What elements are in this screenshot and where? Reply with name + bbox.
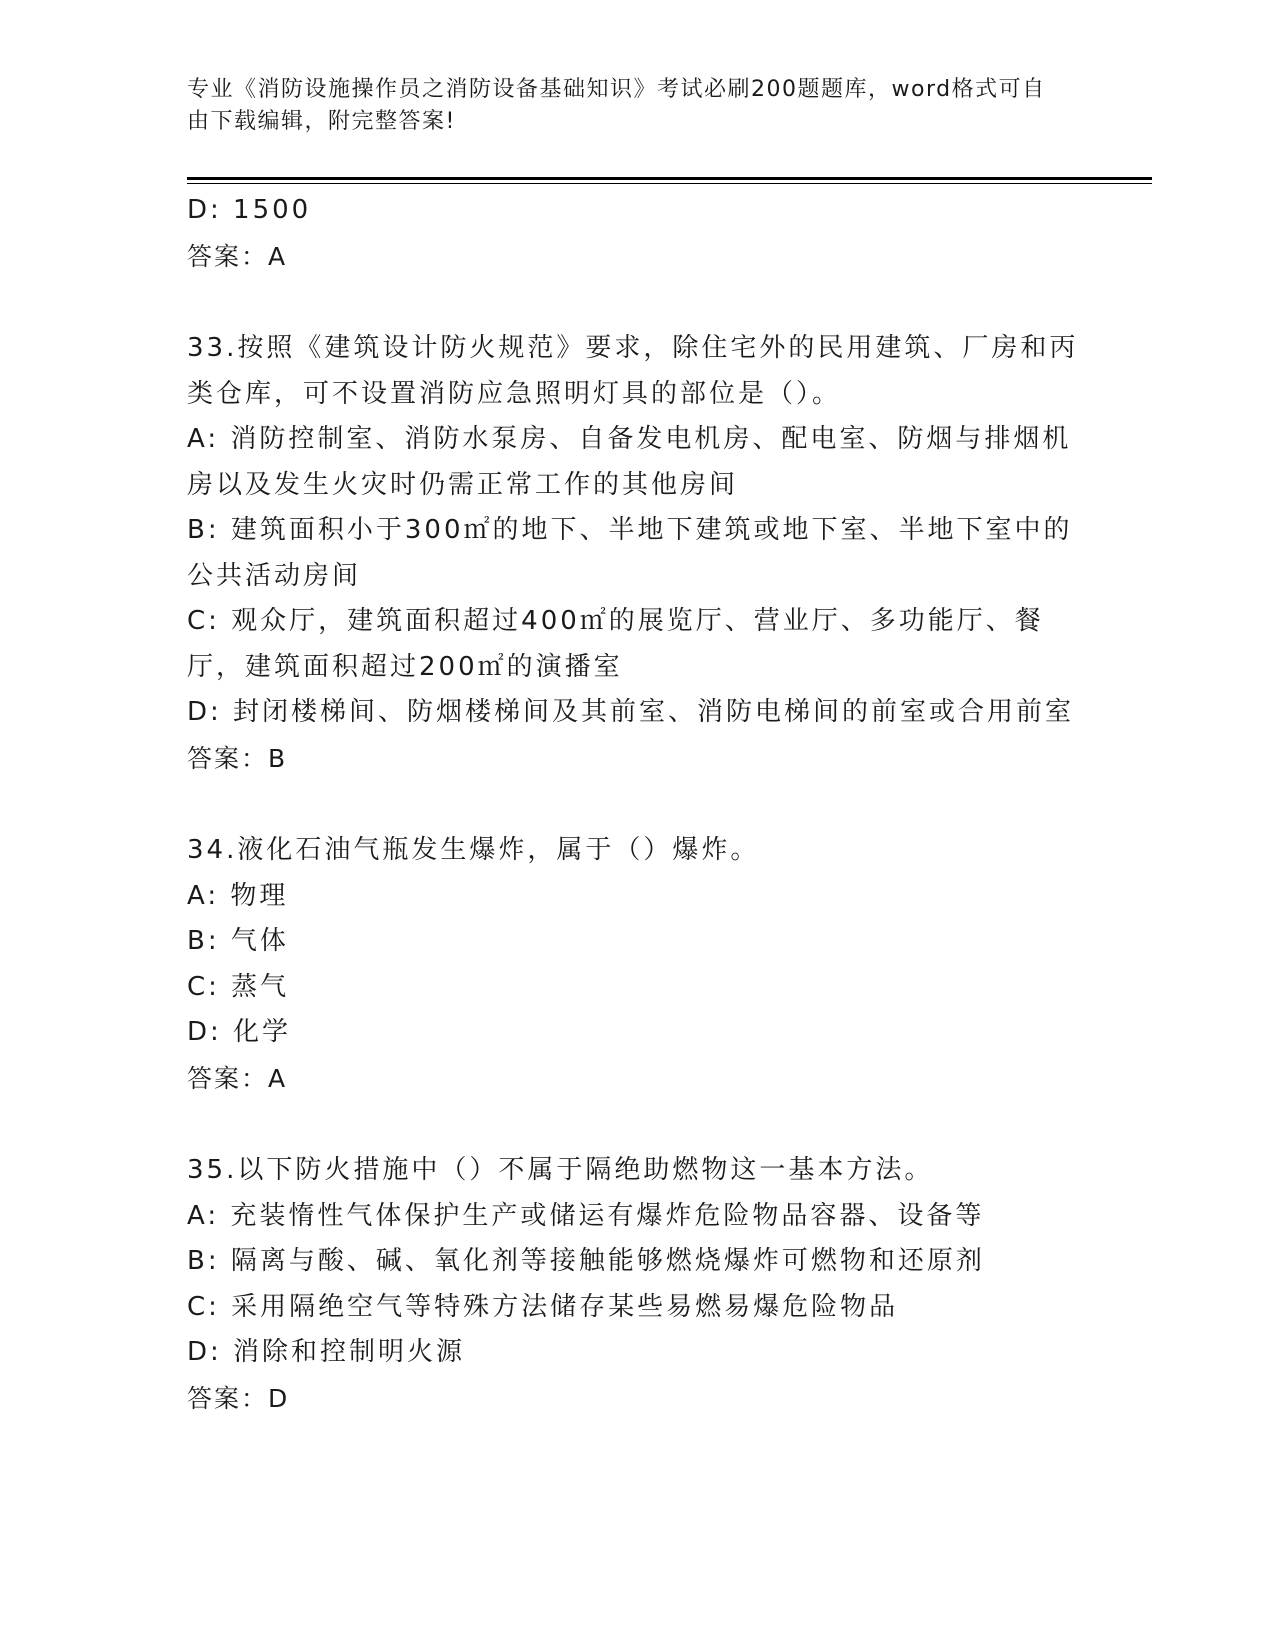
header-divider-thick xyxy=(187,177,1152,180)
document-header xyxy=(187,74,1067,138)
question-stem: 33.按照《建筑设计防火规范》要求，除住宅外的民用建筑、厂房和丙类仓库，可不设置消防应急照明灯具的部位是（）。 xyxy=(187,333,1079,409)
option-a: A: 充装惰性气体保护生产或储运有爆炸危险物品容器、设备等 xyxy=(187,1200,985,1231)
option-d: D: 消除和控制明火源 xyxy=(187,1337,466,1367)
spacer xyxy=(187,1101,1087,1148)
spacer xyxy=(187,279,1087,326)
option-c: C: 蒸气 xyxy=(187,971,290,1002)
question-33 xyxy=(187,326,1087,781)
option-b: B: 隔离与酸、碱、氧化剂等接触能够燃烧爆炸可燃物和还原剂 xyxy=(187,1246,985,1276)
answer-line: 答案：D xyxy=(187,1383,290,1413)
question-stem: 34.液化石油气瓶发生爆炸，属于（）爆炸。 xyxy=(187,835,760,865)
header-divider-thin xyxy=(187,183,1152,184)
option-c: C: 采用隔绝空气等特殊方法储存某些易燃易爆危险物品 xyxy=(187,1291,899,1322)
answer-line: 答案：A xyxy=(187,241,288,271)
question-list xyxy=(187,188,1087,1421)
answer-line: 答案：A xyxy=(187,1063,288,1093)
option-d: D: 化学 xyxy=(187,1017,292,1047)
header-text: 专业《消防设施操作员之消防设备基础知识》考试必刷200题题库，word格式可自由下载编辑，附完整答案! xyxy=(187,77,1046,134)
answer-line: 答案：B xyxy=(187,743,288,773)
option-c: C: 观众厅，建筑面积超过400㎡的展览厅、营业厅、多功能厅、餐厅，建筑面积超过200㎡的演播室 xyxy=(187,606,1044,682)
spacer xyxy=(187,781,1087,828)
option-d: D: 1500 xyxy=(187,195,312,225)
question-35 xyxy=(187,1148,1087,1421)
option-d: D: 封闭楼梯间、防烟楼梯间及其前室、消防电梯间的前室或合用前室 xyxy=(187,697,1075,727)
option-a: A: 消防控制室、消防水泵房、自备发电机房、配电室、防烟与排烟机房以及发生火灾时仍需正常工作的其他房间 xyxy=(187,424,1072,500)
previous-question-tail xyxy=(187,188,1087,279)
option-b: B: 建筑面积小于300㎡的地下、半地下建筑或地下室、半地下室中的公共活动房间 xyxy=(187,515,1073,591)
option-a: A: 物理 xyxy=(187,880,289,911)
option-b: B: 气体 xyxy=(187,926,289,956)
question-34 xyxy=(187,828,1087,1101)
question-stem: 35.以下防火措施中（）不属于隔绝助燃物这一基本方法。 xyxy=(187,1155,934,1185)
